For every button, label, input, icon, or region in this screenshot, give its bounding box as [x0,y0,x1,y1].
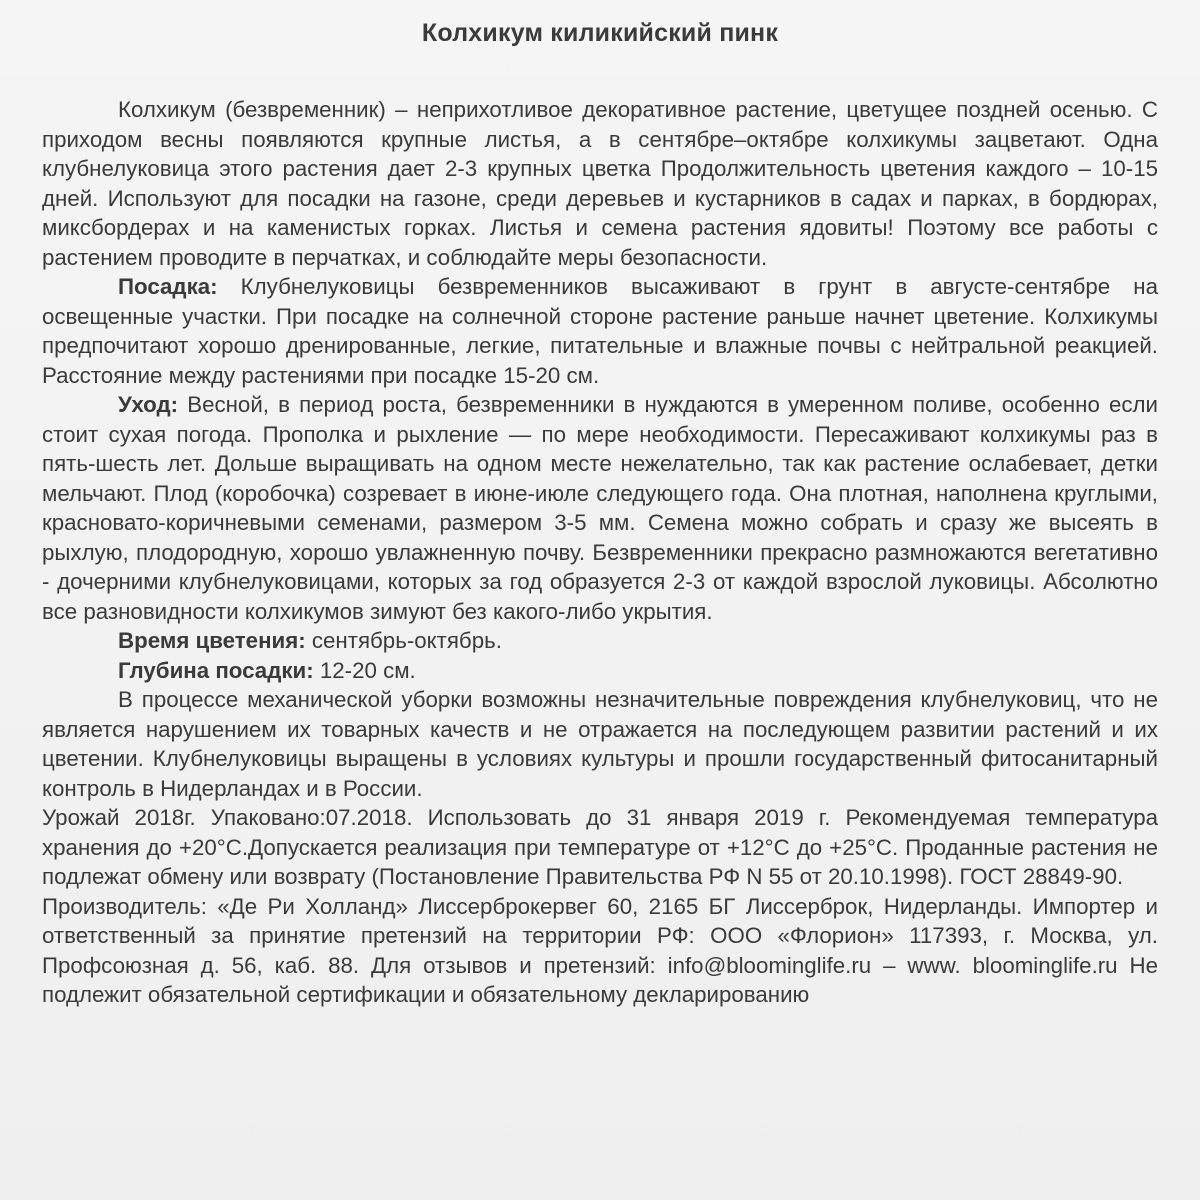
depth-value: 12-20 см. [313,657,416,683]
intro-paragraph: Колхикум (безвременник) – неприхотливое декоративное растение, цветущее поздней осенью. С приходом весны появляются крупные листья, а в сентябре–октябре колхикумы зацветают. Одна клубнелуковица этого растения дает 2-3 крупных цветка Продолжительность цветения каждого – 10-15 дней. Используют для посадки на газоне, среди деревьев и кустарников в садах и парках, в бордюрах, миксбордерах и на каменистых горках. Листья и семена растения ядовиты! Поэтому все работы с растением проводите в перчатках, и соблюдайте меры безопасности. [42,97,1158,270]
depth-line [42,656,1158,686]
harvest-paragraph: Урожай 2018г. Упаковано:07.2018. Использовать до 31 января 2019 г. Рекомендуемая температура хранения до +20°С.Допускается реализация при температуре от +12°С до +25°С. Проданные растения не подлежат обмену или возврату (Постановление Правительства РФ N 55 от 20.10.1998). ГОСТ 28849-90. [42,805,1158,889]
bloom-time-label: Время цветения: [118,628,306,653]
care-text: Весной, в период роста, безвременники в нуждаются в умеренном поливе, особенно если стоит сухая погода. Прополка и рыхление — по мере необходимости. Пересаживают колхикумы раз в пять-шесть лет. Дольше выращивать на одном месте нежелательно, так как растение ослабевает, детки мельчают. Плод (коробочка) созревает в июне-июле следующего года. Она плотная, наполнена круглыми, красновато-коричневыми семенами, размером 3-5 мм. Семена можно собрать и сразу же высеять в рыхлую, плодородную, хорошо увлажненную почву. Безвременники прекрасно размножаются вегетативно - дочерними клубнелуковицами, которых за год образуется 2-3 от каждой взрослой луковицы. Абсолютно все разновидности колхикумов зимуют без какого-либо укрытия. [42,392,1158,624]
planting-label: Посадка: [118,274,218,299]
planting-text: Клубнелуковицы безвременников высаживают в грунт в августе-сентябре на освещенные участки. При посадке на солнечной стороне растение раньше начнет цветение. Колхикумы предпочитают хорошо дренированные, легкие, питательные и влажные почвы с нейтральной реакцией. Расстояние между растениями при посадке 15-20 см. [42,274,1158,388]
care-paragraph [42,390,1158,626]
mechanical-paragraph: В процессе механической уборки возможны незначительные повреждения клубнелуковиц, что не является нарушением их товарных качеств и не отражается на последующем развитии растений и их цветении. Клубнелуковицы выращены в условиях культуры и прошли государственный фитосанитарный контроль в Нидерландах и в России. [42,687,1158,801]
depth-label: Глубина посадки: [118,657,314,683]
bloom-time-value: сентябрь-октябрь. [305,628,502,653]
care-label: Уход: [118,392,179,417]
page-title: Колхикум киликийский пинк [421,19,779,47]
producer-paragraph: Производитель: «Де Ри Холланд» Лиссерброкервег 60, 2165 БГ Лиссерброк, Нидерланды. Импортер и ответственный за принятие претензий на территории РФ: ООО «Флорион» 117393, г. Москва, ул. Профсоюзная д. 56, каб. 88. Для отзывов и претензий: info@bloominglife.ru – www. bloominglife.ru Не подлежит обязательной сертификации и обязательному декларированию [42,893,1158,1007]
planting-paragraph [42,272,1158,390]
bloom-time-line [42,626,1158,656]
